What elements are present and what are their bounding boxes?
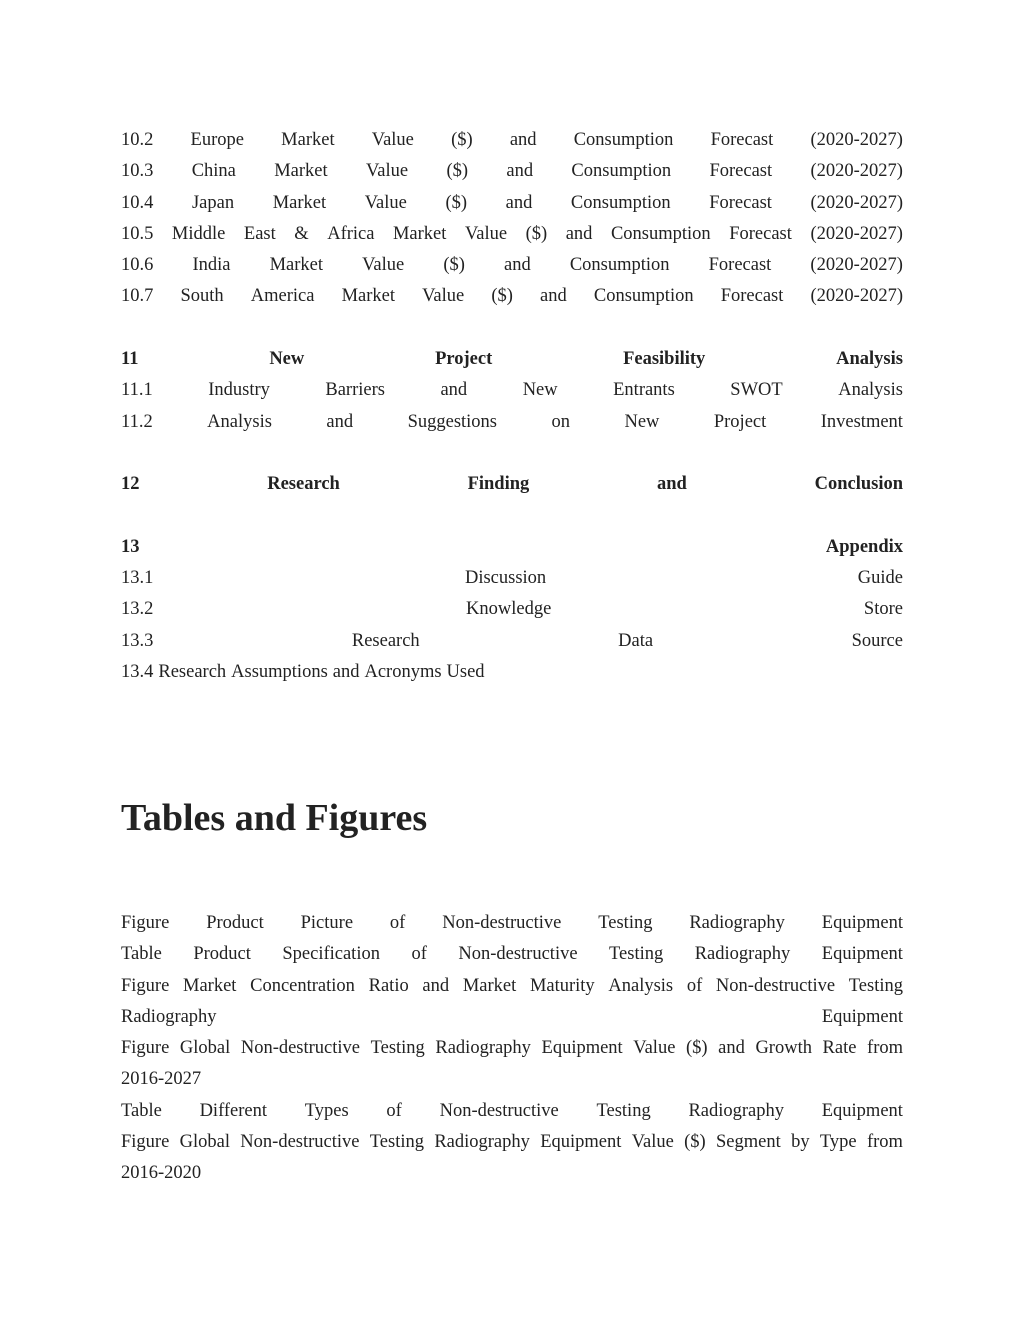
entry-word: 13.4 bbox=[121, 662, 154, 683]
entry-word: Non-destructive bbox=[442, 913, 562, 933]
entry-word: Segment bbox=[716, 1132, 781, 1153]
entry-word: 10.5 bbox=[121, 223, 154, 244]
entry-word: Project bbox=[713, 411, 767, 432]
entry-word: Table bbox=[121, 944, 162, 965]
entry-word: Types bbox=[304, 1100, 349, 1121]
entry-word: Type bbox=[819, 1132, 857, 1153]
entry-word: and bbox=[657, 474, 687, 495]
entry-word: 13 bbox=[121, 536, 140, 557]
entry-word: 2016-2020 bbox=[121, 1163, 202, 1184]
entry-word: & bbox=[294, 223, 309, 244]
entry-word: and bbox=[718, 1038, 745, 1059]
entry-word: Discussion bbox=[464, 568, 547, 589]
toc-entry bbox=[121, 532, 903, 563]
figure-list-entry bbox=[121, 908, 903, 939]
entry-word: Analysis bbox=[838, 380, 903, 401]
entry-word: ($) bbox=[451, 130, 473, 150]
entry-word: Picture bbox=[300, 913, 354, 933]
entry-word: Data bbox=[618, 630, 654, 651]
entry-word: Suggestions bbox=[407, 411, 498, 432]
entry-word: Knowledge bbox=[466, 599, 552, 620]
entry-word: Radiography bbox=[689, 913, 785, 933]
entry-word: and bbox=[440, 380, 468, 401]
entry-word: Non-destructive bbox=[240, 1038, 361, 1059]
entry-word: on bbox=[551, 411, 570, 432]
entry-word: Research bbox=[267, 474, 340, 495]
entry-word: ($) bbox=[685, 1038, 708, 1059]
entry-word: Acronyms bbox=[364, 662, 442, 683]
entry-word: 11.1 bbox=[121, 380, 153, 401]
entry-word: (2020-2027) bbox=[810, 223, 903, 244]
entry-word: Consumption bbox=[610, 223, 711, 244]
entry-word: Testing bbox=[609, 944, 664, 965]
entry-word: Europe bbox=[190, 130, 244, 150]
entry-word: Market bbox=[274, 161, 328, 182]
entry-word: Forecast bbox=[708, 255, 772, 276]
entry-word: Specification bbox=[282, 944, 380, 965]
entry-word: 12 bbox=[121, 474, 140, 495]
entry-word: Store bbox=[863, 599, 903, 620]
entry-word: ($) bbox=[684, 1132, 706, 1153]
entry-word: Non-destructive bbox=[458, 944, 578, 965]
figure-list-entry bbox=[121, 1064, 903, 1095]
entry-word: Source bbox=[851, 630, 903, 651]
entry-word: (2020-2027) bbox=[810, 286, 903, 307]
toc-entry bbox=[121, 594, 903, 625]
entry-word: of bbox=[386, 1100, 402, 1121]
entry-word: Market bbox=[272, 192, 327, 213]
entry-word: ($) bbox=[525, 223, 548, 244]
entry-word: (2020-2027) bbox=[810, 161, 903, 182]
figure-list-entry bbox=[121, 1033, 903, 1064]
toc-entry bbox=[121, 563, 903, 594]
entry-word: and bbox=[422, 975, 450, 996]
figure-list-entry bbox=[121, 971, 903, 1002]
entry-word: (2020-2027) bbox=[810, 192, 903, 213]
entry-word: and bbox=[326, 411, 354, 432]
entry-word: 10.7 bbox=[121, 286, 154, 307]
entry-word: New bbox=[269, 349, 305, 370]
entry-word: Consumption bbox=[573, 130, 674, 150]
toc-entry bbox=[121, 281, 903, 312]
entry-word: India bbox=[192, 255, 231, 276]
entry-word: Concentration bbox=[250, 975, 355, 996]
entry-word: Analysis bbox=[608, 975, 674, 996]
entry-word: Research bbox=[158, 662, 227, 683]
entry-word: Market bbox=[183, 975, 237, 996]
entry-word: and bbox=[565, 223, 593, 244]
entry-word: Value bbox=[633, 1038, 676, 1059]
entry-word: Non-destructive bbox=[715, 975, 836, 996]
entry-word: 13.1 bbox=[121, 568, 154, 589]
entry-word: Barriers bbox=[325, 380, 385, 401]
entry-word: Testing bbox=[596, 1100, 651, 1121]
entry-word: Industry bbox=[208, 380, 270, 401]
entry-word: and bbox=[332, 662, 360, 683]
entry-word: 10.6 bbox=[121, 255, 154, 276]
entry-word: Growth bbox=[755, 1038, 812, 1059]
entry-word: Value bbox=[364, 192, 407, 213]
entry-word: Guide bbox=[857, 568, 903, 589]
entry-word: ($) bbox=[491, 286, 513, 307]
entry-word: Forecast bbox=[720, 286, 784, 307]
entry-word: Global bbox=[179, 1132, 230, 1153]
toc-entry bbox=[121, 469, 903, 500]
entry-word: and bbox=[504, 255, 531, 276]
table-of-contents bbox=[121, 125, 903, 688]
blank-line bbox=[121, 501, 903, 532]
entry-word: Appendix bbox=[825, 536, 903, 557]
entry-word: Radiography bbox=[121, 1006, 217, 1027]
entry-word: and bbox=[540, 286, 567, 307]
entry-word: Testing bbox=[848, 975, 903, 996]
entry-word: Figure bbox=[121, 975, 170, 996]
entry-word: Equipment bbox=[821, 913, 903, 933]
section-title: Tables and Figures bbox=[121, 797, 428, 839]
entry-word: Consumption bbox=[569, 255, 670, 276]
toc-entry bbox=[121, 188, 903, 219]
entry-word: Market bbox=[462, 975, 517, 996]
entry-word: Market bbox=[269, 255, 324, 276]
entry-word: Maturity bbox=[529, 975, 595, 996]
entry-word: 2016-2027 bbox=[121, 1069, 202, 1090]
entry-word: Research bbox=[351, 630, 420, 651]
toc-entry bbox=[121, 344, 903, 375]
entry-word: Consumption bbox=[571, 161, 672, 182]
entry-word: East bbox=[243, 223, 276, 244]
entry-word: Different bbox=[199, 1100, 268, 1121]
entry-word: 10.3 bbox=[121, 161, 154, 182]
toc-entry bbox=[121, 407, 903, 438]
entry-word: Investment bbox=[820, 411, 903, 432]
entry-word: Forecast bbox=[709, 192, 772, 213]
figure-list-entry bbox=[121, 1002, 903, 1033]
entry-word: Figure bbox=[121, 913, 170, 933]
entry-word: Testing bbox=[598, 913, 653, 933]
entry-word: ($) bbox=[446, 161, 469, 182]
entry-word: Japan bbox=[191, 192, 235, 213]
entry-word: Analysis bbox=[836, 349, 903, 370]
entry-word: Market bbox=[341, 286, 396, 307]
entry-word: (2020-2027) bbox=[810, 130, 903, 150]
entry-word: Radiography bbox=[688, 1100, 784, 1121]
entry-word: Ratio bbox=[368, 975, 409, 996]
entry-word: Equipment bbox=[541, 1038, 623, 1059]
toc-entry bbox=[121, 250, 903, 281]
figure-list-entry bbox=[121, 1096, 903, 1127]
entry-word: Finding bbox=[467, 474, 530, 495]
entry-word: 10.4 bbox=[121, 192, 154, 213]
tables-and-figures-list bbox=[121, 908, 903, 1190]
entry-word: Equipment bbox=[540, 1132, 622, 1153]
entry-word: and bbox=[505, 192, 533, 213]
toc-entry bbox=[121, 657, 903, 688]
entry-word: America bbox=[250, 286, 315, 307]
entry-word: from bbox=[866, 1132, 903, 1153]
entry-word: Equipment bbox=[821, 944, 903, 965]
entry-word: Figure bbox=[121, 1038, 170, 1059]
entry-word: Middle bbox=[171, 223, 226, 244]
entry-word: Forecast bbox=[710, 130, 774, 150]
entry-word: Analysis bbox=[207, 411, 272, 432]
entry-word: Testing bbox=[369, 1132, 424, 1153]
entry-word: Equipment bbox=[821, 1100, 903, 1121]
entry-word: Equipment bbox=[821, 1006, 903, 1027]
entry-word: New bbox=[522, 380, 558, 401]
entry-word: Forecast bbox=[729, 223, 792, 244]
entry-word: South bbox=[180, 286, 224, 307]
figure-list-entry bbox=[121, 939, 903, 970]
entry-word: Value bbox=[422, 286, 465, 307]
entry-word: Product bbox=[193, 944, 251, 965]
entry-word: Non-destructive bbox=[439, 1100, 559, 1121]
entry-word: Conclusion bbox=[814, 474, 903, 495]
entry-word: Entrants bbox=[613, 380, 675, 401]
entry-word: New bbox=[624, 411, 660, 432]
entry-word: SWOT bbox=[730, 380, 783, 401]
entry-word: Value bbox=[631, 1132, 674, 1153]
figure-list-entry bbox=[121, 1158, 903, 1189]
blank-line bbox=[121, 438, 903, 469]
entry-word: 10.2 bbox=[121, 130, 154, 150]
entry-word: Project bbox=[435, 349, 493, 370]
entry-word: Value bbox=[362, 255, 405, 276]
entry-word: Global bbox=[179, 1038, 231, 1059]
entry-word: Used bbox=[446, 662, 485, 683]
entry-word: of bbox=[389, 913, 406, 933]
entry-word: by bbox=[791, 1132, 810, 1153]
toc-entry bbox=[121, 156, 903, 187]
entry-word: Product bbox=[206, 913, 264, 933]
entry-word: 13.2 bbox=[121, 599, 154, 620]
entry-word: Value bbox=[366, 161, 409, 182]
toc-entry bbox=[121, 375, 903, 406]
entry-word: Value bbox=[464, 223, 508, 244]
entry-word: Testing bbox=[370, 1038, 425, 1059]
blank-line bbox=[121, 313, 903, 344]
entry-word: (2020-2027) bbox=[810, 255, 903, 276]
toc-entry bbox=[121, 219, 903, 250]
toc-entry bbox=[121, 626, 903, 657]
entry-word: China bbox=[191, 161, 236, 182]
entry-word: Radiography bbox=[435, 1038, 531, 1059]
entry-word: Radiography bbox=[434, 1132, 530, 1153]
toc-entry bbox=[121, 125, 903, 156]
entry-word: from bbox=[867, 1038, 903, 1059]
entry-word: 11 bbox=[121, 349, 139, 370]
entry-word: ($) bbox=[445, 192, 468, 213]
entry-word: Africa bbox=[327, 223, 375, 244]
entry-word: and bbox=[509, 130, 537, 150]
entry-word: Consumption bbox=[570, 192, 671, 213]
entry-word: Value bbox=[371, 130, 414, 150]
entry-word: Market bbox=[281, 130, 335, 150]
entry-word: Figure bbox=[121, 1132, 170, 1153]
entry-word: Table bbox=[121, 1100, 162, 1121]
entry-word: Forecast bbox=[709, 161, 773, 182]
entry-word: Feasibility bbox=[623, 349, 706, 370]
entry-word: of bbox=[686, 975, 703, 996]
entry-word: Market bbox=[392, 223, 447, 244]
entry-word: Assumptions bbox=[231, 662, 328, 683]
entry-word: ($) bbox=[443, 255, 465, 276]
figure-list-entry bbox=[121, 1127, 903, 1158]
entry-word: Radiography bbox=[694, 944, 791, 965]
entry-word: Consumption bbox=[593, 286, 694, 307]
entry-word: and bbox=[506, 161, 534, 182]
entry-word: 11.2 bbox=[121, 411, 153, 432]
entry-word: of bbox=[411, 944, 427, 965]
entry-word: Non-destructive bbox=[240, 1132, 360, 1153]
entry-word: 13.3 bbox=[121, 630, 154, 651]
entry-word: Rate bbox=[822, 1038, 857, 1059]
